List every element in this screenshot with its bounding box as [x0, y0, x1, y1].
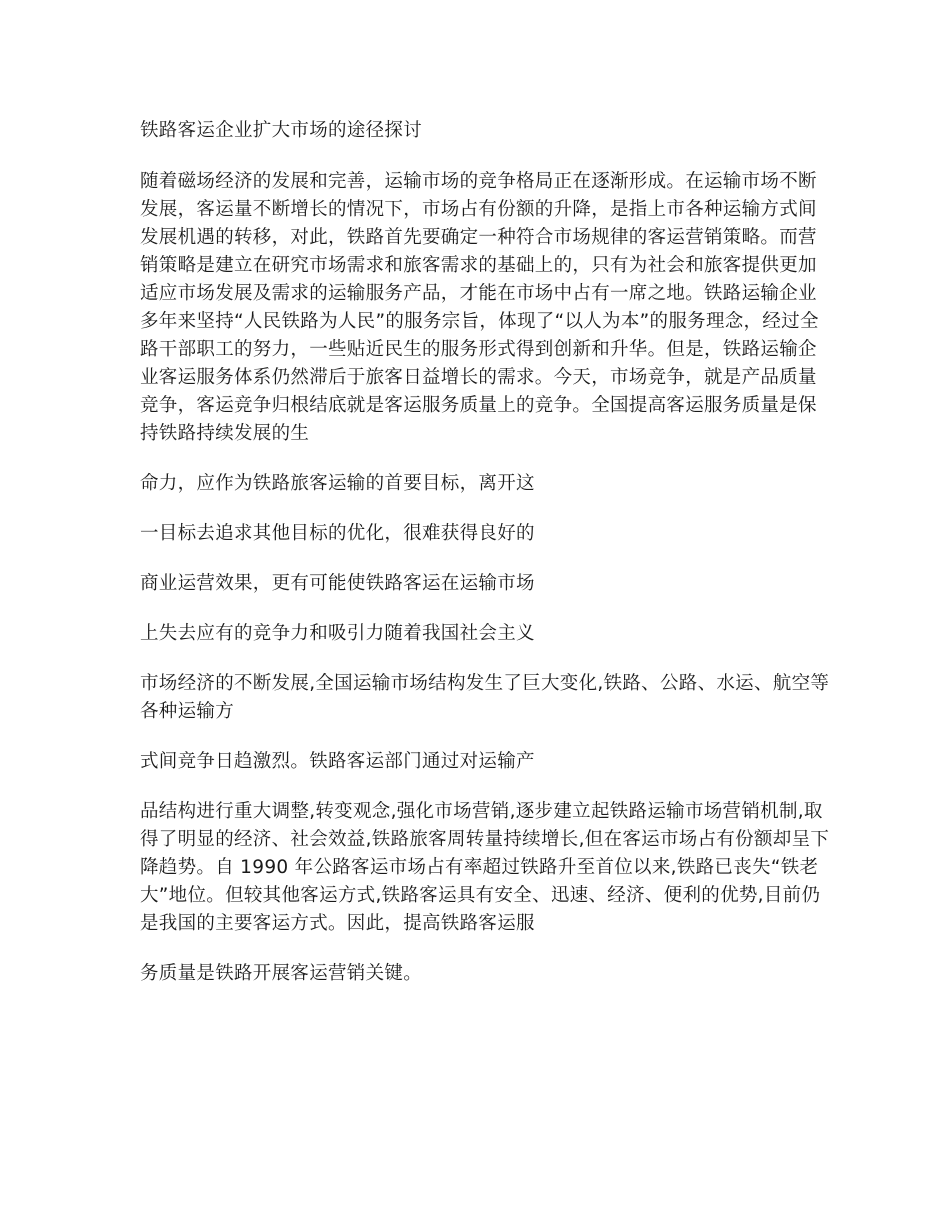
paragraph-7: 式间竞争日趋激烈。铁路客运部门通过对运输产	[140, 751, 535, 772]
document-page	[140, 118, 830, 1010]
paragraph-3: 一目标去追求其他目标的优化，很难获得良好的	[140, 523, 535, 544]
paragraph-9: 务质量是铁路开展客运营销关键。	[140, 963, 423, 984]
paragraph-1: 随着磁场经济的发展和完善，运输市场的竞争格局正在逐渐形成。在运输市场不断发展，客运量不断增长的情况下，市场占有份额的升降，是指上市各种运输方式间发展机遇的转移，对此，铁路首先要确定一种符合市场规律的客运营销策略。而营销策略是建立在研究市场需求和旅客需求的基础上的，只有为社会和旅客提供更加适应市场发展及需求的运输服务产品，才能在市场中占有一席之地。铁路运输企业多年来坚持“人民铁路为人民”的服务宗旨，体现了“以人为本”的服务理念，经过全路干部职工的努力，一些贴近民生的服务形式得到创新和升华。但是，铁路运输企业客运服务体系仍然滞后于旅客日益增长的需求。今天，市场竞争，就是产品质量竞争，客运竞争归根结底就是客运服务质量上的竞争。全国提高客运服务质量是保持铁路持续发展的生	[140, 171, 819, 444]
document-title: 铁路客运企业扩大市场的途径探讨	[140, 120, 423, 141]
paragraph-4: 商业运营效果，更有可能使铁路客运在运输市场	[140, 573, 535, 594]
paragraph-6: 市场经济的不断发展,全国运输市场结构发生了巨大变化,铁路、公路、水运、航空等各种运输方	[140, 673, 830, 722]
paragraph-2: 命力，应作为铁路旅客运输的首要目标，离开这	[140, 473, 535, 494]
paragraph-5: 上失去应有的竞争力和吸引力随着我国社会主义	[140, 623, 535, 644]
paragraph-8: 品结构进行重大调整,转变观念,强化市场营销,逐步建立起铁路运输市场营销机制,取得了明显的经济、社会效益,铁路旅客周转量持续增长,但在客运市场占有份额却呈下降趋势。自 1990 年公路客运市场占有率超过铁路升至首位以来,铁路已丧失“铁老大”地位。但较其他客运方式,铁路客运具有安全、迅速、经济、便利的优势,目前仍是我国的主要客运方式。因此，提高铁路客运服	[140, 801, 830, 934]
